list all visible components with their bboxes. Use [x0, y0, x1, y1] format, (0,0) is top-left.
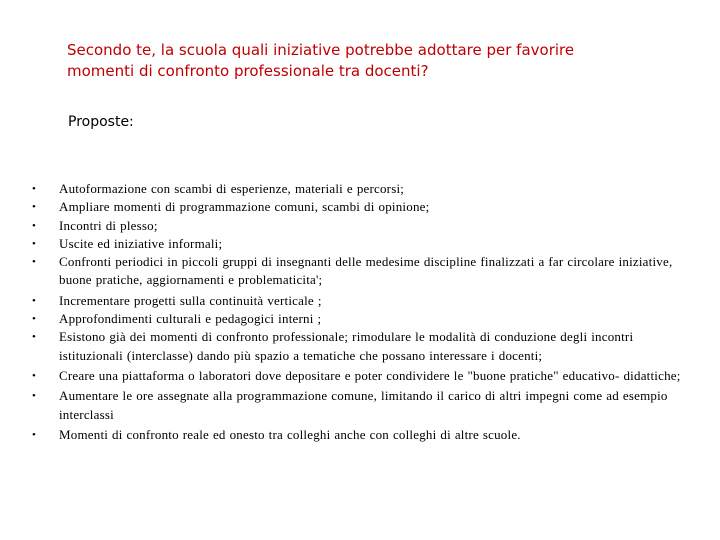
- list-item: [32, 180, 700, 198]
- list-item-text: Esistono già dei momenti di confronto professionale; rimodulare le modalità di conduzione degli incontri istituzionali (interclasse) dando più spazio a tematiche che possano interessare i docenti;: [59, 329, 634, 363]
- bullet-icon: •: [32, 313, 37, 326]
- list-item: [32, 235, 700, 253]
- proposals-list: [32, 180, 700, 444]
- bullet-icon: •: [32, 201, 37, 214]
- list-item: [32, 292, 700, 310]
- list-item-text: Aumentare le ore assegnate alla programmazione comune, limitando il carico di altri impegni come ad esempio interclassi: [59, 388, 668, 422]
- question-line-2: momenti di confronto professionale tra docenti?: [67, 62, 429, 80]
- question-heading: [67, 40, 627, 82]
- bullet-icon: •: [32, 256, 37, 269]
- list-item-text: Ampliare momenti di programmazione comuni, scambi di opinione;: [59, 199, 430, 215]
- list-item: [32, 367, 700, 385]
- list-item-text: Confronti periodici in piccoli gruppi di insegnanti delle medesime discipline finalizzati a far circolare iniziative, buone pratiche, aggiornamenti e problematicita';: [59, 254, 673, 288]
- list-item: [32, 253, 700, 290]
- list-item-text: Uscite ed iniziative informali;: [59, 235, 223, 251]
- list-item-text: Approfondimenti culturali e pedagogici interni ;: [59, 311, 322, 327]
- bullet-icon: •: [32, 183, 37, 195]
- bullet-icon: •: [32, 237, 37, 250]
- list-item: [32, 310, 700, 328]
- list-item-text: Creare una piattaforma o laboratori dove depositare e poter condividere le "buone pratiche" educativo- didattiche;: [59, 367, 681, 383]
- bullet-icon: •: [32, 219, 37, 232]
- proposals-heading: Proposte:: [68, 114, 134, 130]
- bullet-icon: •: [32, 390, 37, 403]
- list-item-text: Momenti di confronto reale ed onesto tra colleghi anche con colleghi di altre scuole.: [59, 426, 521, 442]
- list-item: [32, 217, 700, 235]
- list-item: [32, 198, 700, 216]
- bullet-icon: •: [32, 369, 37, 382]
- list-item-text: Incrementare progetti sulla continuità verticale ;: [59, 292, 322, 308]
- bullet-icon: •: [32, 294, 37, 307]
- list-item-text: Incontri di plesso;: [59, 217, 158, 233]
- question-line-1: Secondo te, la scuola quali iniziative potrebbe adottare per favorire: [67, 41, 575, 59]
- list-item-text: Autoformazione con scambi di esperienze, materiali e percorsi;: [59, 181, 405, 196]
- list-item: [32, 328, 700, 365]
- bullet-icon: •: [32, 428, 37, 441]
- list-item: [32, 426, 700, 444]
- list-item: [32, 387, 700, 424]
- bullet-icon: •: [32, 331, 37, 344]
